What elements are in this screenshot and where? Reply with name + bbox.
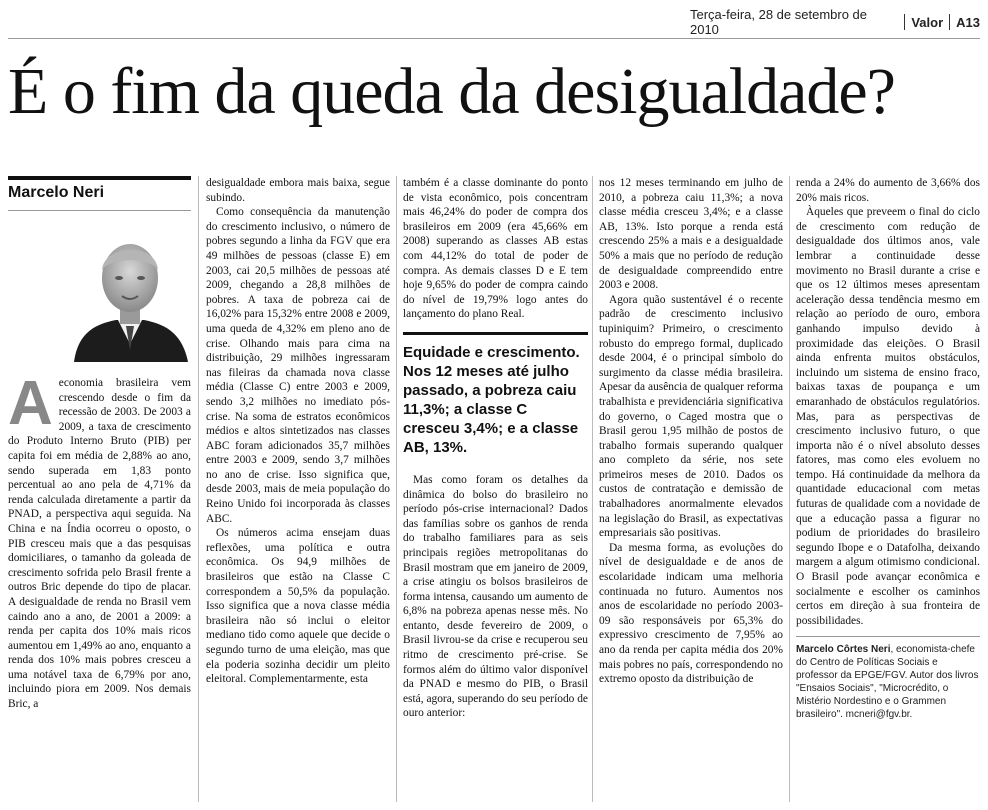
column-divider <box>592 176 593 802</box>
author-bar <box>8 176 191 180</box>
paragraph: Os números acima ensejam duas reflexões, uma política e outra econômica. Os 94,9 milhões de brasileiros que estão na Classe C correspondem a 50,5% da população. Isso significa que a nova classe média brasileira não só inclui o eleitor mediano tido como aquele que decide o segundo turno de uma eleição, mas que ela poderia sozinha decidir um pleito eleitoral. Complementarmente, esta <box>206 527 390 686</box>
column-divider <box>198 176 199 802</box>
column-divider <box>396 176 397 802</box>
pull-quote-lead: Equidade e crescimento. <box>403 343 580 361</box>
paragraph: desigualdade embora mais baixa, segue subindo. <box>206 177 390 204</box>
paragraph: renda a 24% do aumento de 3,66% dos 20% mais ricos. <box>796 177 980 204</box>
column-divider <box>789 176 790 802</box>
paragraph: Agora quão sustentável é o recente padrão de crescimento inclusivo tupiniquim? Primeiro, o crescimento robusto do emprego formal, duplicado desde 2004, é o principal símbolo do surgimento da classe média brasileira. Apesar da ausência de qualquer reforma trabalhista e previdenciária significativa do governo, o Caged mostra que o Brasil gerou 1,95 milhão de postos de trabalho formais superando qualquer ano completo da série, nos sete primeiros meses de 2010. Dados os custos de contratação e demissão de trabalhadores anormalmente elevados na legislação do Brasil, as expectativas empresariais são positivas. <box>599 293 783 540</box>
paragraph: Mas como foram os detalhes da dinâmica do bolso do brasileiro no período pós-crise internacional? Dados das famílias sobre os ganhos de renda do trabalho familiares para as seis principais regiões metropolitanas do Brasil mostram que em janeiro de 2009, a crise atingiu os bolsos brasileiros de forma intensa, causando um aumento de 6,8% na pobreza apenas nesse mês. No entanto, desde fevereiro de 2009, o Brasil livrou-se da crise e recuperou seu ritmo de crescimento pré-crise. Se formos além do último valor disponível da PNAD e mesmo do PIB, o Brasil está, agora, superando do seu período de ouro anterior: <box>403 473 588 720</box>
column-2 <box>206 176 390 687</box>
author-bio <box>796 636 980 721</box>
masthead-divider <box>904 14 905 30</box>
author-portrait-icon <box>66 232 192 362</box>
paragraph-text: economia brasileira vem crescendo desde o fim da recessão de 2003. De 2003 a 2009, a taxa de crescimento do Produto Interno Bruto (PIB) per capita foi em média de 2,88% ao ano, sendo superada em 1,83 ponto percentual ao ano pela de 4,71% da renda calculada diretamente a partir da PNAD, a perspectiva aqui seguida. Na China e na Índia ocorreu o oposto, o PIB cresceu mais que a das pesquisas domiciliares, o tamanho da goleada de crescimento sofrida pelo Brasil frente a outros Bric depende do tipo de placar. A desigualdade de renda no Brasil vem caindo ano a ano, de 2001 a 2009: a renda per capita dos 10% mais ricos aumentou em 1,49% ao ano, enquanto a renda dos 10% mais pobres cresceu a uma notável taxa de 6,79% por ano, incluindo piora em 2009. Nos demais Bric, a <box>8 377 191 711</box>
author-rule <box>8 210 191 211</box>
paragraph: também é a classe dominante do ponto de vista econômico, pois concentram mais 46,24% do poder de compra dos brasileiros em 2009 (era 45,66% em 2008) superando as classes AB estas com 44,12% do total de poder de compra. As demais classes D e E tem hoje 9,65% do poder de compra caindo do nível de 19,79% logo antes do lançamento do plano Real. <box>403 177 588 321</box>
column-5 <box>796 176 980 721</box>
paragraph <box>8 369 191 712</box>
author-name: Marcelo Neri <box>8 184 105 201</box>
newspaper-name: Valor <box>911 14 944 30</box>
page-number: A13 <box>956 14 980 30</box>
paragraph: Àqueles que preveem o final do ciclo de crescimento com redução de desigualdade dos últimos anos, vale lembrar a continuidade desse movimento no Brasil durante a crise e que os 12 últimos meses apresentam aceleração dessa tendência mesmo em relação ao período de ouro, embora ganhando impulso devido à proximidade das eleições. O Brasil ainda enfrenta muitos obstáculos, incluindo um sistema de ensino fraco, baixas taxas de poupança e um emaranhado de obstáculos regulatórios. Mas, para as perspectivas de crescimento inclusivo futuro, o que importa não é o nível absoluto desses fatores, mas como eles evoluem no tempo. Há continuidade da melhora da quantidade educacional com metas futuras de qualidade com a novidade de que a educação passa a figurar no podium de prioridades do brasileiro segundo Ibope e o Datafolha, deixando margem a algum otimismo condicional. O Brasil pode avançar econômica e socialmente e escolher os caminhos certos em direção à sua fronteira de possibilidades. <box>796 206 980 627</box>
pull-quote <box>403 332 588 457</box>
column-1 <box>8 369 191 712</box>
author-photo <box>66 232 192 362</box>
issue-date: Terça-feira, 28 de setembro de 2010 <box>689 7 868 37</box>
column-4 <box>599 176 783 687</box>
masthead-divider <box>949 14 950 30</box>
masthead <box>689 7 980 37</box>
paragraph: Da mesma forma, as evoluções do nível de desigualdade e de anos de escolaridade indicam uma melhoria continuada no futuro. Aumentos nos anos de escolaridade no período 2003-09 são responsáveis por 65,3% do expressivo crescimento de 7,95% ao ano da renda per capita média dos 20% mais pobres no país, correspondendo no extremo oposto da distribuição de <box>599 541 783 686</box>
drop-cap: A <box>8 369 53 438</box>
headline: É o fim da queda da desigualdade? <box>8 55 895 128</box>
pull-quote-text: Nos 12 meses até julho passado, a pobreza caiu 11,3%; a classe C cresceu 3,4%; e a classe AB, 13%. <box>403 362 579 456</box>
bio-text: , economista-chefe do Centro de Políticas Sociais e professor da EPGE/FGV. Autor dos livros "Ensaios Sociais", "Microcrédito, o Mistério Nordestino e o Grammen brasileiro". mcneri@fgv.br. <box>796 644 979 721</box>
paragraph: Como consequência da manutenção do crescimento inclusivo, o número de pobres segundo a linha da FGV que era 49 milhões de pessoas (classe E) em 2003, cai 20,5 milhões de pessoas até 2009, chegando a 28,8 milhões de pobres. A taxa de pobreza cai de 16,02% para 15,32% entre 2008 e 2009, uma queda de 4,32% em pleno ano de crise. Olhando mais para cima na distribuição, 29 milhões ingressaram nas fileiras da chamada nova classe média (Classe C) entre 2003 e 2009, sendo 3,2 milhões no imediato pós-crise. Na soma de estratos econômicos médios e altos sintetizados nas classes ABC foram adicionados 35,7 milhões entre 2003 e 2009, sendo 3,7 milhões no ano de crise. Isso significa que, desde 2003, mais de meia população do Reino Unido foi incorporada às classes ABC. <box>206 206 390 525</box>
bio-name: Marcelo Côrtes Neri <box>796 644 891 656</box>
top-rule <box>8 38 980 39</box>
paragraph: nos 12 meses terminando em julho de 2010, a pobreza caiu 11,3%; a nova classe média cresceu 3,4%; e a classe AB, 13%. Isto porque a renda está crescendo 25% a mais e a desigualdade 50% a mais que no período de redução de desigualdade compreendido entre 2003 e 2008. <box>599 177 783 292</box>
column-3 <box>403 176 588 721</box>
